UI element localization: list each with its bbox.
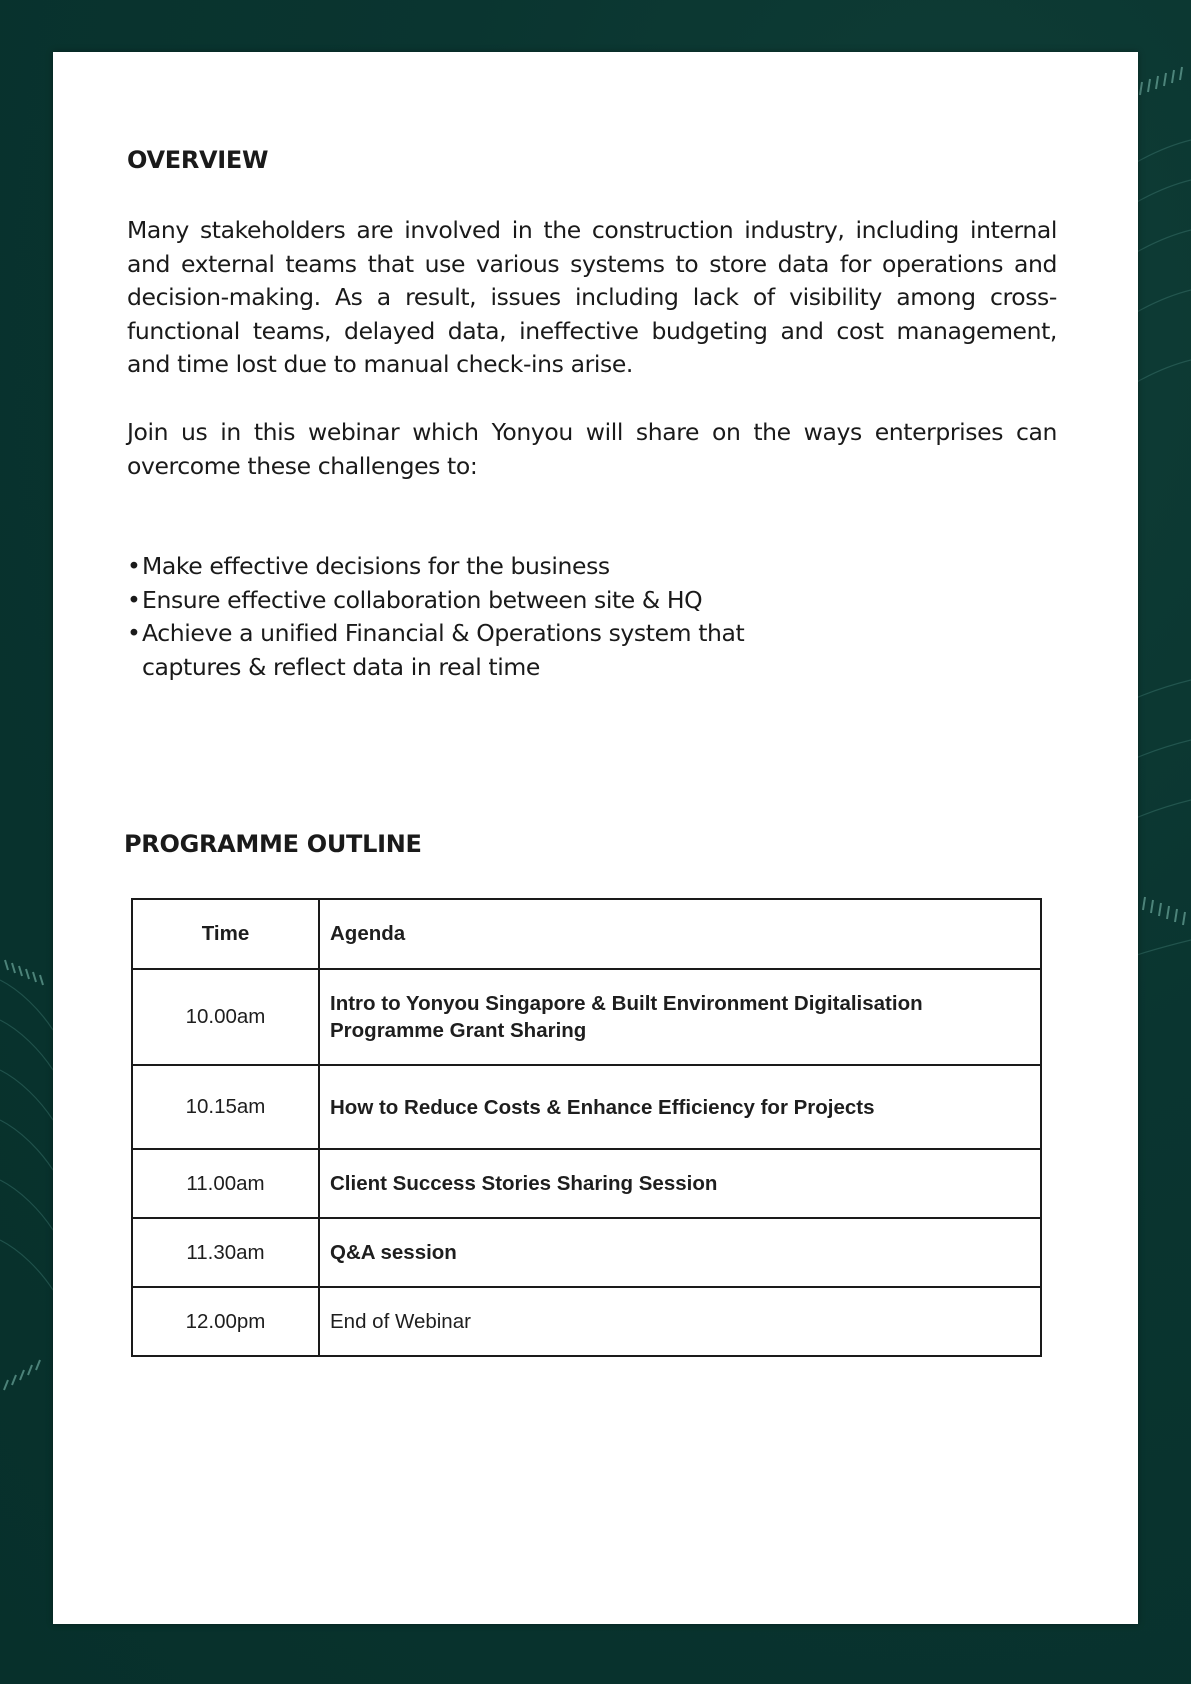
table-row (132, 1287, 1041, 1356)
time-cell: 10.00am (132, 969, 319, 1065)
table-header-row (132, 899, 1041, 969)
time-cell: 11.30am (132, 1218, 319, 1287)
agenda-cell: Client Success Stories Sharing Session (319, 1149, 1041, 1218)
column-header-time: Time (132, 899, 319, 969)
table-row (132, 1149, 1041, 1218)
bullet-icon: • (127, 552, 141, 580)
agenda-cell: How to Reduce Costs & Enhance Efficiency for Projects (319, 1065, 1041, 1149)
document-page (53, 52, 1138, 1624)
time-cell: 12.00pm (132, 1287, 319, 1356)
overview-heading: OVERVIEW (127, 146, 269, 174)
programme-outline-heading: PROGRAMME OUTLINE (124, 830, 422, 858)
list-item-text: Make effective decisions for the business (142, 552, 610, 580)
overview-paragraph: Many stakeholders are involved in the construction industry, including internal and external teams that use various systems to store data for operations and decision-making. As a result, issues including lack of visibility among cross-functional teams, delayed data, ineffective budgeting and cost management, and time lost due to manual check-ins arise. (127, 216, 1057, 378)
table-row (132, 969, 1041, 1065)
list-item (127, 617, 827, 684)
time-cell: 11.00am (132, 1149, 319, 1218)
table-row (132, 1218, 1041, 1287)
agenda-cell: Q&A session (319, 1218, 1041, 1287)
list-item (127, 550, 827, 584)
list-item-text: Ensure effective collaboration between site & HQ (142, 585, 703, 614)
agenda-cell: Intro to Yonyou Singapore & Built Environment Digitalisation Programme Grant Sharing (319, 969, 1041, 1065)
column-header-agenda: Agenda (319, 899, 1041, 969)
bullet-icon: • (127, 619, 141, 647)
bullet-icon: • (127, 585, 141, 614)
agenda-cell: End of Webinar (319, 1287, 1041, 1356)
webinar-intro-paragraph: Join us in this webinar which Yonyou will share on the ways enterprises can overcome these challenges to: (127, 418, 1057, 480)
list-item (127, 584, 827, 618)
time-cell: 10.15am (132, 1065, 319, 1149)
table-row (132, 1065, 1041, 1149)
programme-table (131, 898, 1042, 1357)
benefits-list (127, 550, 827, 684)
list-item-text: Achieve a unified Financial & Operations system that captures & reflect data in real time (142, 619, 745, 681)
